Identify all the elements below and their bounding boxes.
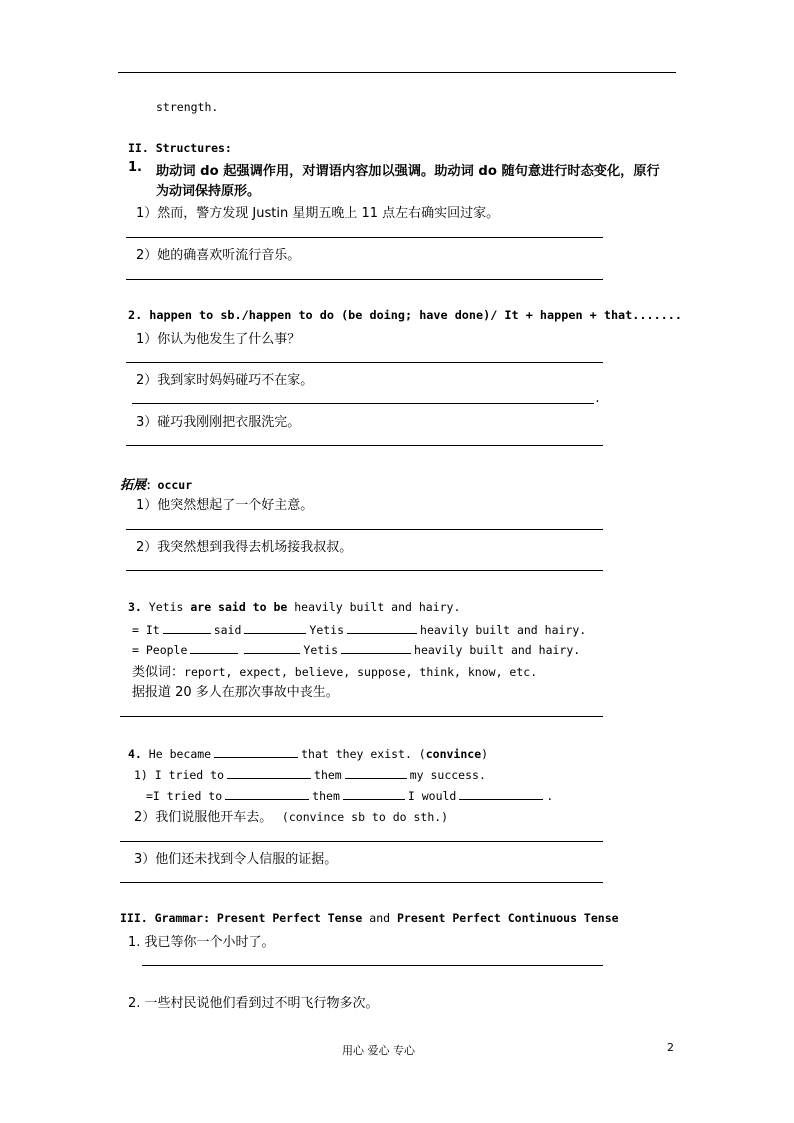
item3-rewrite1 <box>132 621 586 637</box>
item1-line1: 助动词 do 起强调作用，对谓语内容加以强调。助动词 do 随句意进行时态变化，原行 <box>156 164 660 179</box>
extension-heading <box>120 474 192 493</box>
answer-line <box>132 403 594 404</box>
section-heading-structures: II. Structures: <box>128 141 232 155</box>
item4-mid: that they exist. ( <box>301 747 426 761</box>
grammar-b: and <box>369 911 391 925</box>
item1-example1: 1）然而，警方发现 Justin 星期五晚上 11 点左右确实回过家。 <box>136 206 500 221</box>
e3-hint: (convince sb to do sth.) <box>281 810 449 824</box>
item4-example2 <box>134 806 448 825</box>
rewrite1-c: Yetis <box>309 623 345 637</box>
answer-line <box>120 882 603 883</box>
rewrite1-d: heavily built and hairy. <box>420 623 587 637</box>
rewrite1-b: said <box>213 623 242 637</box>
answer-line <box>126 237 603 238</box>
e2-d: . <box>546 789 554 803</box>
e1-c: my success. <box>409 768 486 782</box>
page-number: 2 <box>667 1041 674 1054</box>
rewrite2-c: Yetis <box>303 643 339 657</box>
e2-b: them <box>312 789 340 803</box>
fill-blank[interactable] <box>225 787 309 800</box>
item3-bold: are said to be <box>190 600 288 614</box>
extension-example1: 1）他突然想起了一个好主意。 <box>136 498 314 513</box>
item2-example3: 3）碰巧我刚刚把衣服洗完。 <box>136 415 301 430</box>
answer-line <box>126 279 603 280</box>
footer-motto: 用心 爱心 专心 <box>342 1044 415 1057</box>
similar-list: report, expect, believe, suppose, think, know, etc. <box>184 665 538 679</box>
grammar-example1: 1. 我已等你一个小时了。 <box>128 935 275 950</box>
extension-word: ：occur <box>146 478 193 492</box>
fill-blank[interactable] <box>214 745 298 758</box>
answer-line <box>120 716 603 717</box>
fill-blank[interactable] <box>190 641 238 654</box>
answer-line <box>126 529 603 530</box>
grammar-a: III. Grammar: Present Perfect Tense <box>120 911 363 925</box>
item2-example2-period: . <box>594 391 601 405</box>
answer-line <box>126 362 603 363</box>
answer-line <box>142 965 603 966</box>
item4-example1-rewrite <box>146 787 553 803</box>
fill-blank[interactable] <box>244 621 306 634</box>
item2-example1: 1）你认为他发生了什么事？ <box>136 332 301 347</box>
item3-similar-words <box>132 661 537 680</box>
fill-blank[interactable] <box>459 787 543 800</box>
e2-c: I would <box>407 789 457 803</box>
item1-number: 1. <box>128 160 142 175</box>
fill-blank[interactable] <box>343 787 405 800</box>
fill-blank[interactable] <box>227 766 311 779</box>
rewrite1-a: = It <box>132 623 160 637</box>
e1-b: them <box>314 768 342 782</box>
extension-label: 拓展 <box>120 478 147 493</box>
item3-pre: Yetis <box>148 600 184 614</box>
fill-blank[interactable] <box>244 641 300 654</box>
fill-blank[interactable] <box>341 641 411 654</box>
item4-pre: He became <box>148 747 212 761</box>
item2-example2: 2）我到家时妈妈碰巧不在家。 <box>136 373 314 388</box>
item3-post: heavily built and hairy. <box>294 600 461 614</box>
item3-translate: 据报道 20 多人在那次事故中丧生。 <box>132 685 339 700</box>
grammar-example2: 2. 一些村民说他们看到过不明飞行物多次。 <box>128 996 379 1011</box>
item4-sentence <box>128 745 488 761</box>
fill-blank[interactable] <box>347 621 417 634</box>
item2-heading: 2. happen to sb./happen to do (be doing; have done)/ It + happen + that....... <box>128 308 682 322</box>
e3-cn: 2）我们说服他开车去。 <box>134 810 273 825</box>
similar-label: 类似词： <box>132 665 185 680</box>
grammar-c: Present Perfect Continuous Tense <box>396 911 619 925</box>
item4-end: ) <box>481 747 489 761</box>
rewrite2-a: = People <box>132 643 188 657</box>
answer-line <box>126 570 603 571</box>
e2-a: =I tried to <box>146 789 223 803</box>
item1-line2: 为动词保持原形。 <box>156 184 261 199</box>
answer-line <box>126 445 603 446</box>
item3-rewrite2 <box>132 641 580 657</box>
rewrite2-d: heavily built and hairy. <box>414 643 581 657</box>
item3-sentence <box>128 600 460 614</box>
extension-example2: 2）我突然想到我得去机场接我叔叔。 <box>136 540 353 555</box>
item4-example3: 3）他们还未找到令人信服的证据。 <box>134 852 338 867</box>
item3-number: 3. <box>128 600 142 614</box>
section-heading-grammar <box>120 911 619 925</box>
item4-bold: convince <box>425 747 482 761</box>
continued-text: strength. <box>156 100 219 114</box>
item1-example2: 2）她的确喜欢听流行音乐。 <box>136 248 301 263</box>
answer-line <box>120 841 603 842</box>
fill-blank[interactable] <box>163 621 211 634</box>
item4-example1 <box>134 766 486 782</box>
fill-blank[interactable] <box>345 766 407 779</box>
header-rule <box>118 72 676 73</box>
e1-a: 1) I tried to <box>134 768 225 782</box>
item4-number: 4. <box>128 747 142 761</box>
